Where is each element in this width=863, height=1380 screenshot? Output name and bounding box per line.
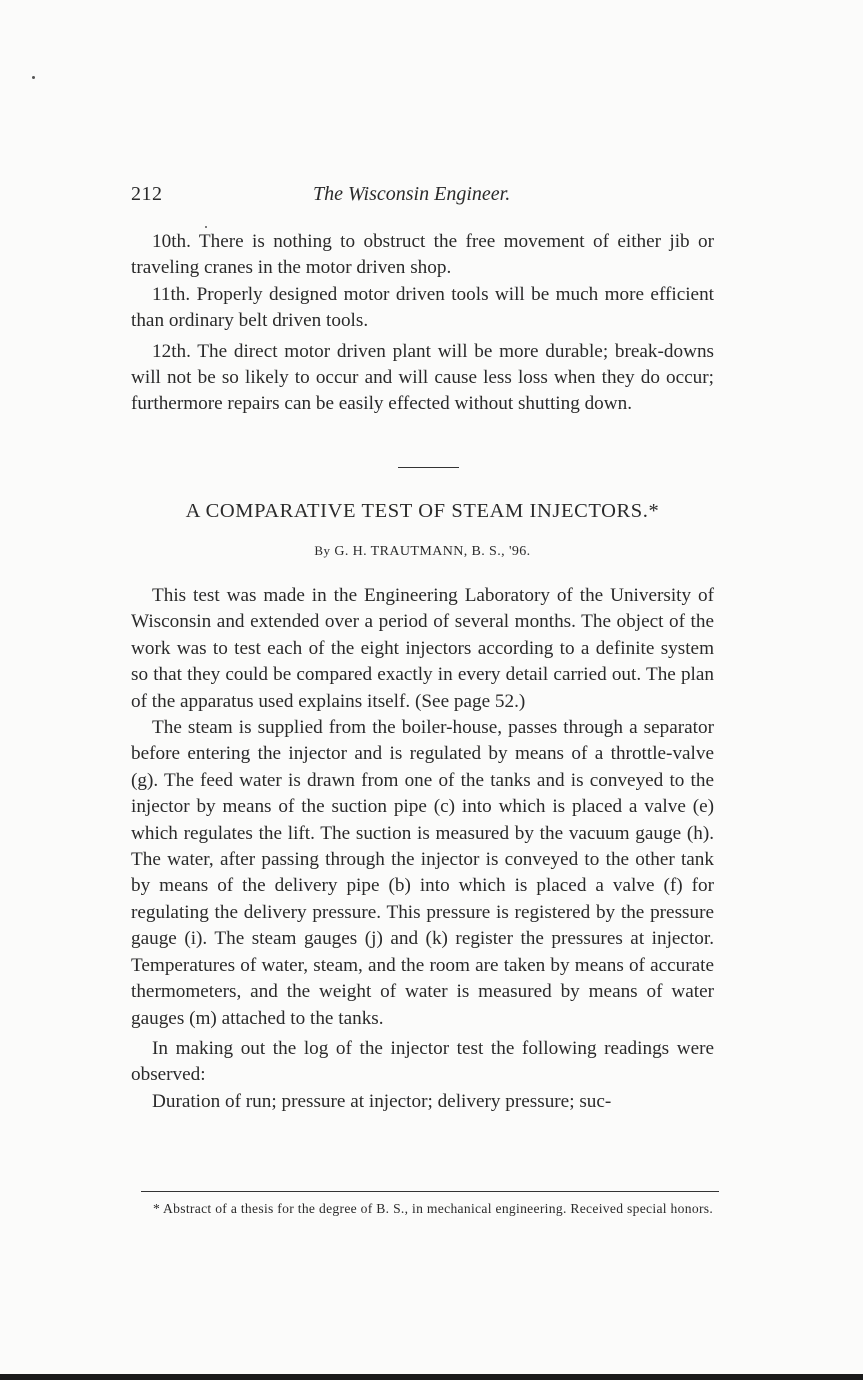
article-paragraph: Duration of run; pressure at injector; delivery pressure; suc- <box>152 1090 612 1112</box>
byline-prefix: By <box>314 543 331 558</box>
article-paragraph: The steam is supplied from the boiler-house, passes through a separator before entering the injector and is regulated by means of a throttle-valve (g). The feed water is drawn from one of the tanks and is conveyed to the injector by means of the suction pipe (c) into which is placed a valve (e) which regulates the lift. The suction is measured by the vacuum gauge (h). The water, after passing through the injector is conveyed to the other tank by means of the delivery pipe (b) into which is placed a valve (f) for regulating the delivery pressure. This pressure is registered by the pressure gauge (i). The steam gauges (j) and (k) register the pressures at injector. Temperatures of water, steam, and the room are taken by means of accurate thermometers, and the weight of water is measured by means of water gauges (m) attached to the tanks. <box>131 717 714 1029</box>
article-paragraph: In making out the log of the injector test the following readings were observed: <box>131 1037 714 1086</box>
footnote: * Abstract of a thesis for the degree of B. S., in mechanical engineering. Received special honors. <box>153 1201 714 1216</box>
running-title: The Wisconsin Engineer. <box>313 183 511 205</box>
intro-paragraph: 11th. Properly designed motor driven tools will be much more efficient than ordinary belt driven tools. <box>131 283 714 332</box>
article-body <box>131 583 714 1115</box>
scan-speck <box>205 226 207 228</box>
scan-speck <box>32 76 35 79</box>
article-byline <box>131 543 714 560</box>
section-divider <box>398 467 459 468</box>
footnote-rule <box>141 1191 719 1192</box>
page-number: 212 <box>131 183 163 205</box>
article-paragraph: This test was made in the Engineering Laboratory of the University of Wisconsin and extended over a period of several months. The object of the work was to test each of the eight injectors according to a definite system so that they could be compared exactly in every detail carried out. The plan of the apparatus used explains itself. (See page 52.) <box>131 585 714 712</box>
scan-border <box>0 1374 863 1380</box>
article-title: A COMPARATIVE TEST OF STEAM INJECTORS.* <box>185 500 660 522</box>
intro-text-block <box>131 229 714 418</box>
intro-paragraph: 12th. The direct motor driven plant will be more durable; break-downs will not be so likely to occur and will cause less loss when they do occur; furthermore repairs can be easily effected without shutting down. <box>131 340 714 415</box>
running-header <box>131 183 531 209</box>
intro-paragraph: 10th. There is nothing to obstruct the free movement of either jib or traveling cranes in the motor driven shop. <box>131 231 714 279</box>
byline-author: G. H. TRAUTMANN, B. S., '96. <box>334 544 531 559</box>
